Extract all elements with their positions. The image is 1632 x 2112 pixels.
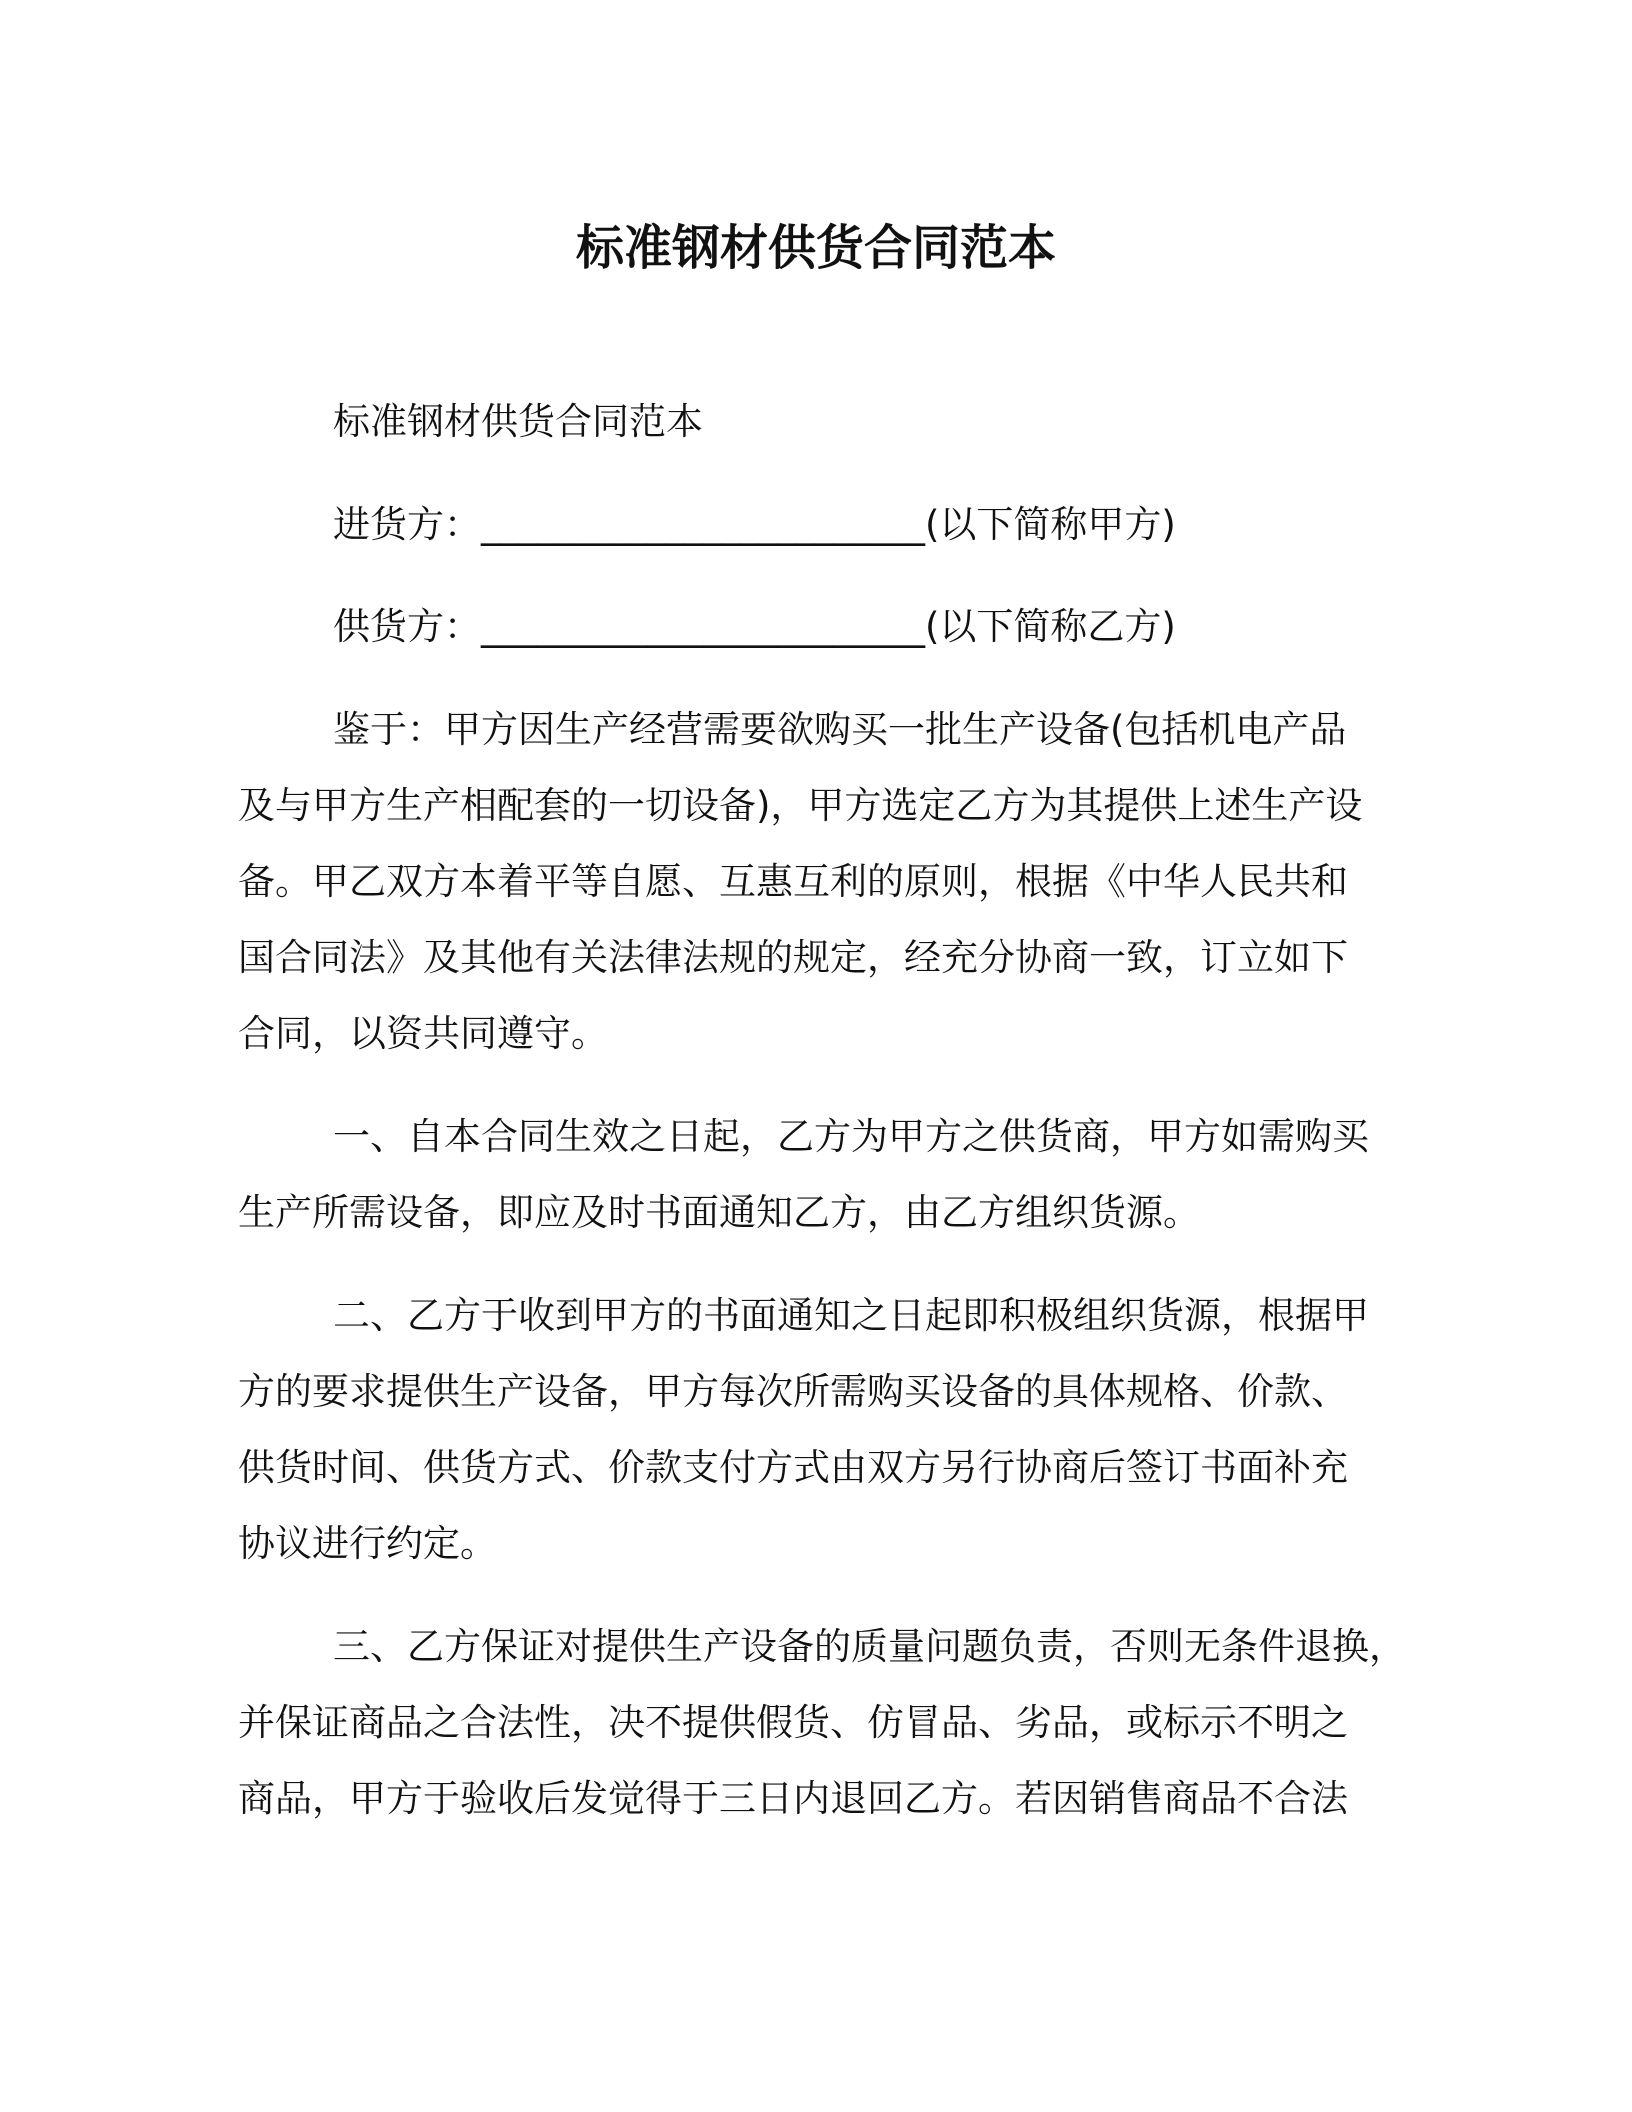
paragraph-line: 协议进行约定。 [238, 1522, 497, 1565]
supplier-line: 供货方：________________________(以下简称乙方) [333, 605, 1176, 648]
paragraph-line: 三、乙方保证对提供生产设备的质量问题负责，否则无条件退换， [333, 1625, 1406, 1668]
paragraph-line: 国合同法》及其他有关法律法规的规定，经充分协商一致，订立如下 [238, 936, 1348, 979]
paragraph-line: 鉴于：甲方因生产经营需要欲购买一批生产设备(包括机电产品 [333, 708, 1347, 751]
paragraph-line: 二、乙方于收到甲方的书面通知之日起即积极组织货源，根据甲 [333, 1294, 1369, 1337]
paragraph-line: 生产所需设备，即应及时书面通知乙方，由乙方组织货源。 [238, 1191, 1200, 1234]
paragraph-line: 合同，以资共同遵守。 [238, 1012, 608, 1055]
paragraph-line: 及与甲方生产相配套的一切设备)，甲方选定乙方为其提供上述生产设 [238, 784, 1363, 827]
paragraph-line: 并保证商品之合法性，决不提供假货、仿冒品、劣品，或标示不明之 [238, 1701, 1348, 1744]
paragraph-line: 一、自本合同生效之日起，乙方为甲方之供货商，甲方如需购买 [333, 1115, 1369, 1158]
paragraph-line: 方的要求提供生产设备，甲方每次所需购买设备的具体规格、价款、 [238, 1370, 1348, 1413]
document-title: 标准钢材供货合同范本 [575, 220, 1056, 276]
paragraph-line: 备。甲乙双方本着平等自愿、互惠互利的原则，根据《中华人民共和 [238, 860, 1348, 903]
buyer-line: 进货方：________________________(以下简称甲方) [333, 503, 1176, 546]
paragraph-line: 商品，甲方于验收后发觉得于三日内退回乙方。若因销售商品不合法 [238, 1777, 1348, 1820]
document-subtitle: 标准钢材供货合同范本 [333, 400, 703, 443]
paragraph-line: 供货时间、供货方式、价款支付方式由双方另行协商后签订书面补充 [238, 1446, 1348, 1489]
